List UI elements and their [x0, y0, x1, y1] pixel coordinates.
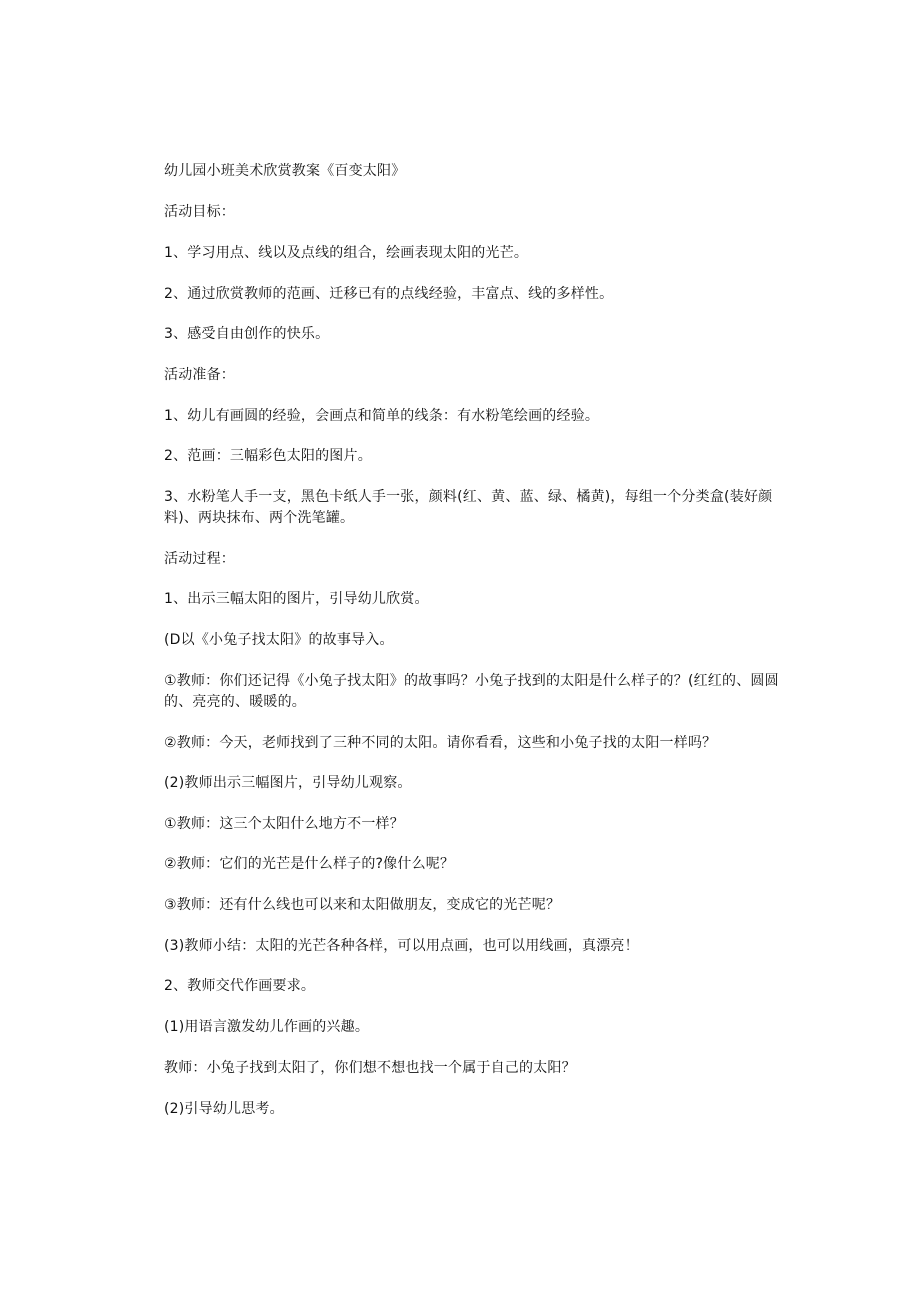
- step-1-1-b: ②教师：今天，老师找到了三种不同的太阳。请你看看，这些和小兔子找的太阳一样吗？: [164, 735, 717, 751]
- goal-item-2: 2、通过欣赏教师的范画、迁移已有的点线经验，丰富点、线的多样性。: [164, 286, 614, 302]
- step-2: 2、教师交代作画要求。: [164, 978, 316, 994]
- step-2-1-a: 教师：小兔子找到太阳了，你们想不想也找一个属于自己的太阳？: [164, 1060, 576, 1076]
- step-1-3: (3)教师小结：太阳的光芒各种各样，可以用点画，也可以用线画，真漂亮！: [164, 938, 639, 954]
- step-2-2: (2)引导幼儿思考。: [164, 1101, 284, 1117]
- prep-heading: 活动准备：: [164, 367, 235, 383]
- step-1-2-c: ③教师：还有什么线也可以来和太阳做朋友，变成它的光芒呢？: [164, 897, 561, 913]
- step-2-1: (1)用语言激发幼儿作画的兴趣。: [164, 1019, 370, 1035]
- prep-item-3: 3、水粉笔人手一支，黑色卡纸人手一张，颜料(红、黄、蓝、绿、橘黄)，每组一个分类盒(装好颜料)、两块抹布、两个洗笔罐。: [164, 489, 773, 526]
- step-1-2: (2)教师出示三幅图片，引导幼儿观察。: [164, 775, 412, 791]
- step-1: 1、出示三幅太阳的图片，引导幼儿欣赏。: [164, 591, 429, 607]
- step-1-2-a: ①教师：这三个太阳什么地方不一样？: [164, 816, 404, 832]
- prep-item-1: 1、幼儿有画圆的经验，会画点和简单的线条：有水粉笔绘画的经验。: [164, 408, 600, 424]
- goal-item-1: 1、学习用点、线以及点线的组合，绘画表现太阳的光芒。: [164, 245, 529, 261]
- prep-item-2: 2、范画：三幅彩色太阳的图片。: [164, 448, 372, 464]
- step-1-1-a: ①教师：你们还记得《小兔子找太阳》的故事吗？小兔子找到的太阳是什么样子的？(红红的、圆圆的、亮亮的、暖暖的。: [164, 673, 779, 710]
- goals-heading: 活动目标：: [164, 204, 235, 220]
- goal-item-3: 3、感受自由创作的快乐。: [164, 326, 330, 342]
- step-1-2-b: ②教师：它们的光芒是什么样子的?像什么呢？: [164, 856, 455, 872]
- step-1-1: (D以《小兔子找太阳》的故事导入。: [164, 632, 394, 648]
- document-title: 幼儿园小班美术欣赏教案《百变太阳》: [164, 163, 406, 179]
- process-heading: 活动过程：: [164, 551, 235, 567]
